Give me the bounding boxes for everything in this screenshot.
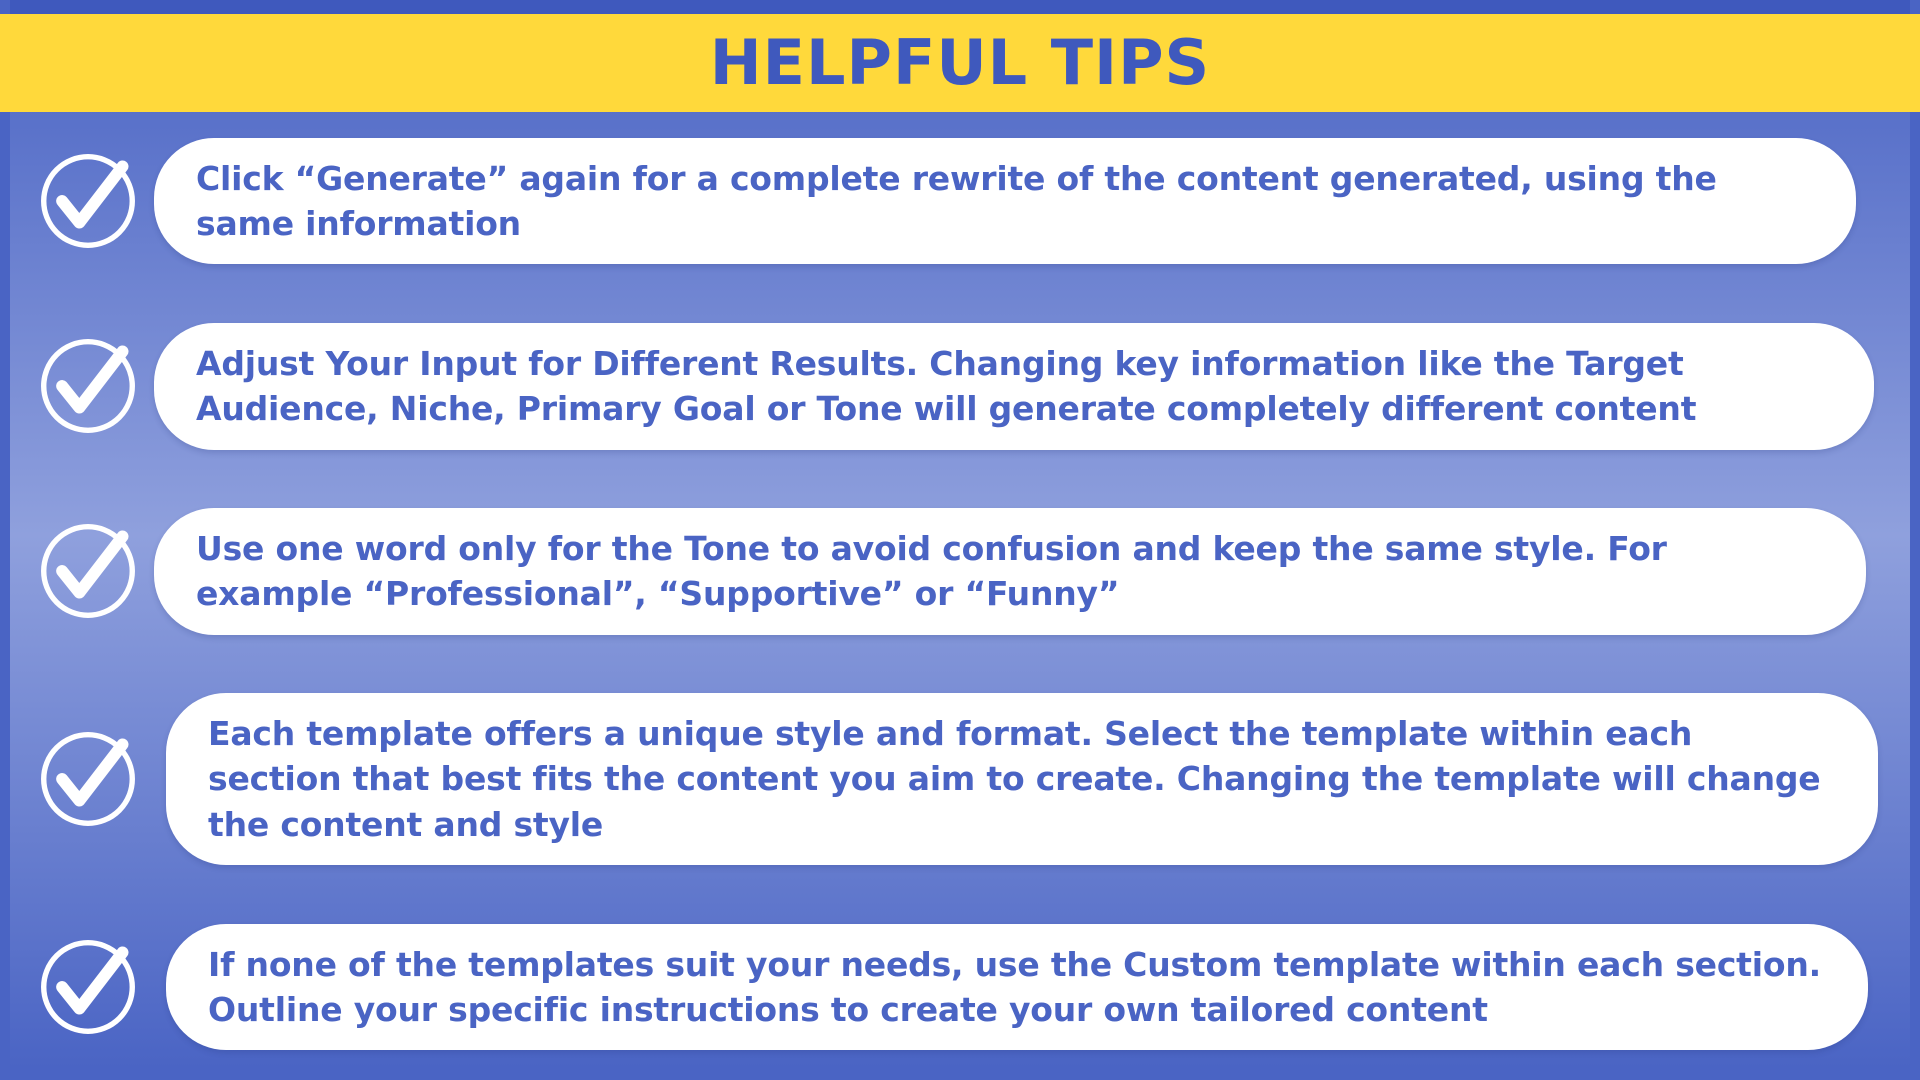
list-item: [32, 693, 1888, 865]
header-banner: [0, 14, 1920, 112]
tip-card: [154, 508, 1866, 634]
tip-card: [166, 693, 1878, 865]
tip-card: [166, 924, 1868, 1050]
tip-text: Each template offers a unique style and format. Select the template within each section that best fits the content you aim to create. Changing the template will change the content and style: [208, 714, 1821, 844]
page-title: HELPFUL TIPS: [709, 26, 1211, 99]
tip-text: Adjust Your Input for Different Results. Changing key information like the Target Audience, Niche, Primary Goal or Tone will generate completely different content: [196, 344, 1697, 429]
check-circle-icon: [32, 145, 144, 257]
list-item: [32, 508, 1888, 634]
top-divider: [10, 0, 1910, 14]
tip-text: Click “Generate” again for a complete rewrite of the content generated, using the same information: [196, 159, 1717, 244]
tip-text: If none of the templates suit your needs, use the Custom template within each section. Outline your specific instructions to create your own tailored content: [208, 944, 1821, 1029]
list-item: [32, 138, 1888, 264]
check-circle-icon: [32, 931, 144, 1043]
list-item: [32, 323, 1888, 449]
check-circle-icon: [32, 330, 144, 442]
list-item: [32, 924, 1888, 1050]
tip-card: [154, 323, 1874, 449]
tips-list: [10, 112, 1910, 1070]
check-circle-icon: [32, 723, 144, 835]
tip-card: [154, 138, 1856, 264]
check-circle-icon: [32, 515, 144, 627]
tip-text: Use one word only for the Tone to avoid confusion and keep the same style. For example “Professional”, “Supportive” or “Funny”: [196, 529, 1667, 614]
